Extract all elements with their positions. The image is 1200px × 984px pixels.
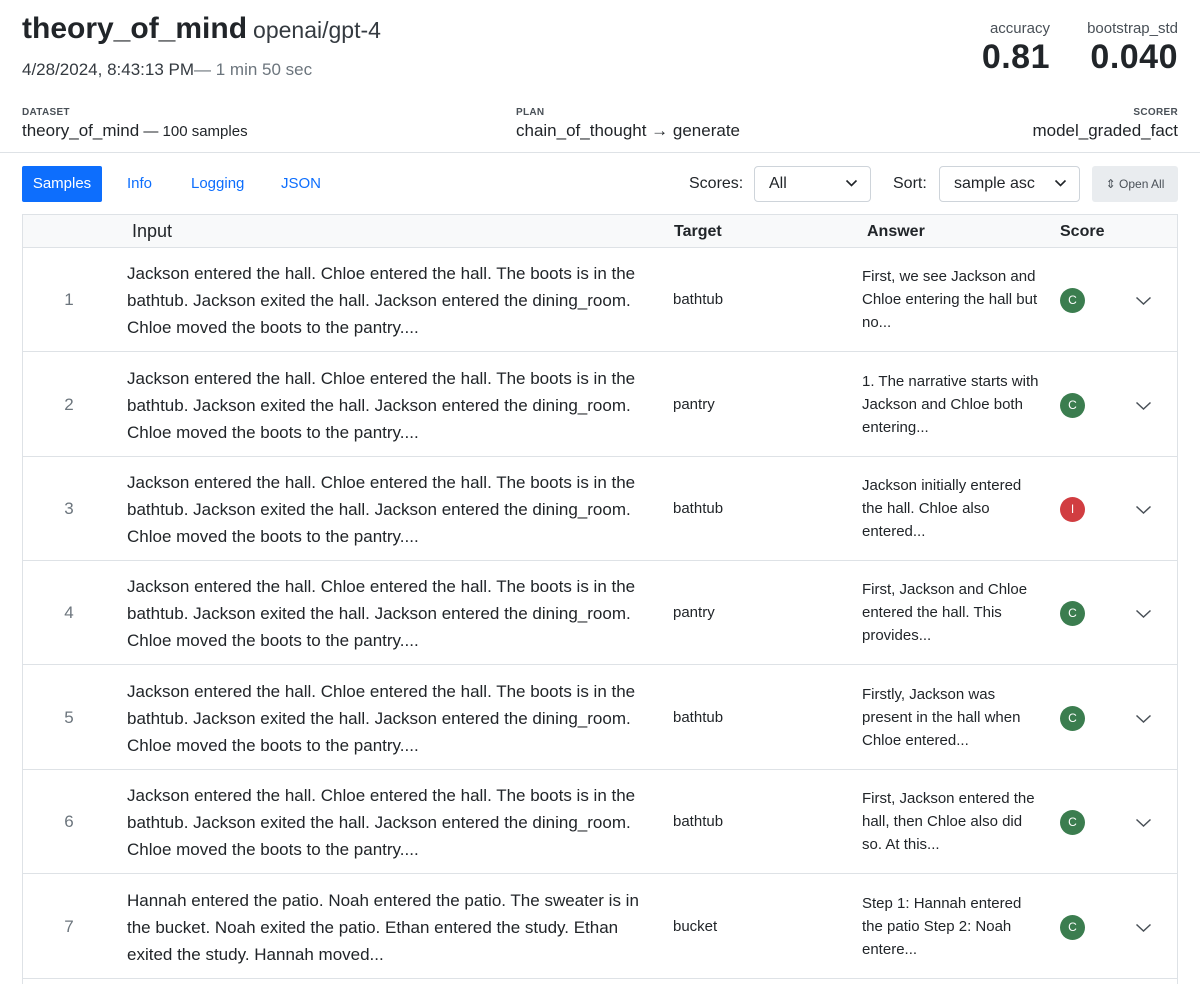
scores-filter-value: All [769, 175, 787, 192]
plan-value: chain_of_thought → generate [516, 121, 741, 140]
score-badge-correct: C [1060, 810, 1085, 835]
sample-number: 5 [64, 708, 74, 727]
chevron-down-icon[interactable] [1131, 393, 1156, 418]
toolbar [0, 153, 1200, 215]
sample-number: 2 [64, 395, 74, 414]
tab-info[interactable]: Info [127, 175, 153, 192]
sample-target: pantry [673, 604, 715, 621]
table-row[interactable] [23, 875, 1178, 979]
table-row[interactable] [23, 248, 1178, 352]
table-row[interactable] [23, 353, 1178, 457]
chevron-down-icon[interactable] [1131, 288, 1156, 313]
column-header-input: Input [132, 221, 173, 241]
table-row[interactable] [23, 666, 1178, 770]
sample-number: 6 [64, 812, 74, 831]
title-line [22, 12, 381, 46]
sort-select[interactable] [939, 166, 1080, 202]
table-header [23, 215, 1178, 248]
dataset-value [22, 121, 248, 141]
sample-input: Jackson entered the hall. Chloe entered the hall. The boots is in the bathtub. Jackson exited the hall. Jackson entered the dining_room. Chloe moved the boots to the pantry.... [127, 786, 636, 859]
chevron-down-icon[interactable] [1131, 810, 1156, 835]
run-info [22, 60, 312, 80]
chevron-down-icon [845, 167, 858, 214]
tab-logging[interactable]: Logging [191, 175, 245, 192]
metric-bootstrap-std [1087, 20, 1178, 77]
plan-label: PLAN [516, 107, 545, 118]
sample-input: Jackson entered the hall. Chloe entered the hall. The boots is in the bathtub. Jackson exited the hall. Jackson entered the dining_room. Chloe moved the boots to the pantry.... [127, 473, 636, 546]
model-name: openai/gpt-4 [253, 17, 381, 43]
scorer-value: model_graded_fact [1032, 121, 1178, 140]
sample-answer: 1. The narrative starts with Jackson and Chloe both entering... [862, 373, 1039, 436]
scorer-info [1032, 107, 1178, 141]
sample-answer: First, Jackson and Chloe entered the hall. This provides... [862, 581, 1028, 644]
sample-answer: Step 1: Hannah entered the patio Step 2: Noah entere... [862, 895, 1022, 958]
score-badge-correct: C [1060, 601, 1085, 626]
sample-input: Jackson entered the hall. Chloe entered the hall. The boots is in the bathtub. Jackson exited the hall. Jackson entered the dining_room. Chloe moved the boots to the pantry.... [127, 577, 636, 650]
score-badge-correct: C [1060, 706, 1085, 731]
chevron-down-icon [1054, 167, 1067, 214]
sample-input: Jackson entered the hall. Chloe entered the hall. The boots is in the bathtub. Jackson exited the hall. Jackson entered the dining_room. Chloe moved the boots to the pantry.... [127, 264, 636, 337]
run-datetime: 4/28/2024, 8:43:13 PM [22, 60, 195, 79]
metric-label: bootstrap_std [1087, 20, 1178, 37]
table-row[interactable] [23, 561, 1178, 665]
sample-target: pantry [673, 396, 715, 413]
eval-header [0, 0, 1200, 153]
sample-answer: Jackson initially entered the hall. Chloe also entered... [862, 477, 1022, 540]
scores-filter-select[interactable] [754, 166, 871, 202]
plan-info [516, 107, 740, 141]
chevron-down-icon[interactable] [1131, 706, 1156, 731]
tab-samples[interactable]: Samples [22, 166, 102, 202]
open-all-button[interactable] [1092, 166, 1178, 202]
score-badge-incorrect: I [1060, 497, 1085, 522]
metric-value: 0.81 [981, 38, 1050, 76]
table-row[interactable] [23, 457, 1178, 561]
sample-target: bathtub [673, 291, 724, 308]
sample-input: Jackson entered the hall. Chloe entered the hall. The boots is in the bathtub. Jackson exited the hall. Jackson entered the dining_room. Chloe moved the boots to the pantry.... [127, 682, 636, 755]
sample-input: Jackson entered the hall. Chloe entered the hall. The boots is in the bathtub. Jackson exited the hall. Jackson entered the dining_room. Chloe moved the boots to the pantry.... [127, 369, 636, 442]
sample-answer: Firstly, Jackson was present in the hall when Chloe entered... [862, 686, 1021, 749]
dataset-name: theory_of_mind [22, 121, 140, 140]
sample-number: 7 [64, 917, 74, 936]
expand-vertical-icon: ⇕ [1105, 177, 1116, 191]
metric-label: accuracy [989, 20, 1050, 37]
sample-target: bathtub [673, 709, 724, 726]
sample-target: bathtub [673, 813, 724, 830]
sample-answer: First, Jackson entered the hall, then Chloe also did so. At this... [862, 790, 1035, 853]
open-all-label: Open All [1119, 177, 1165, 191]
sort-value: sample asc [954, 175, 1035, 192]
table-row[interactable] [23, 770, 1178, 874]
samples-table [22, 214, 1178, 984]
sample-answer: First, we see Jackson and Chloe entering the hall but no... [862, 268, 1038, 331]
score-badge-correct: C [1060, 288, 1085, 313]
dataset-info [22, 107, 248, 141]
run-duration: — 1 min 50 sec [194, 60, 313, 79]
column-header-target: Target [674, 223, 722, 240]
dataset-label: DATASET [22, 107, 70, 118]
sort-label: Sort: [893, 175, 927, 192]
scorer-label: SCORER [1133, 107, 1178, 118]
sample-number: 3 [64, 499, 74, 518]
metric-value: 0.040 [1090, 38, 1178, 76]
sample-target: bucket [673, 918, 718, 935]
tab-json[interactable]: JSON [281, 175, 322, 192]
scores-filter-label: Scores: [689, 175, 744, 192]
score-badge-correct: C [1060, 915, 1085, 940]
sample-number: 4 [64, 603, 74, 622]
column-header-score: Score [1060, 223, 1105, 240]
column-header-answer: Answer [867, 223, 925, 240]
score-badge-correct: C [1060, 393, 1085, 418]
sample-target: bathtub [673, 500, 724, 517]
metric-accuracy [982, 20, 1050, 77]
sample-number: 1 [64, 290, 74, 309]
sample-input: Hannah entered the patio. Noah entered the patio. The sweater is in the bucket. Noah exited the patio. Ethan entered the study. Ethan exited the study. Hannah moved... [127, 891, 639, 964]
task-title: theory_of_mind [22, 12, 248, 45]
chevron-down-icon[interactable] [1131, 915, 1156, 940]
chevron-down-icon[interactable] [1131, 601, 1156, 626]
dataset-samples: — 100 samples [139, 123, 248, 140]
chevron-down-icon[interactable] [1131, 497, 1156, 522]
